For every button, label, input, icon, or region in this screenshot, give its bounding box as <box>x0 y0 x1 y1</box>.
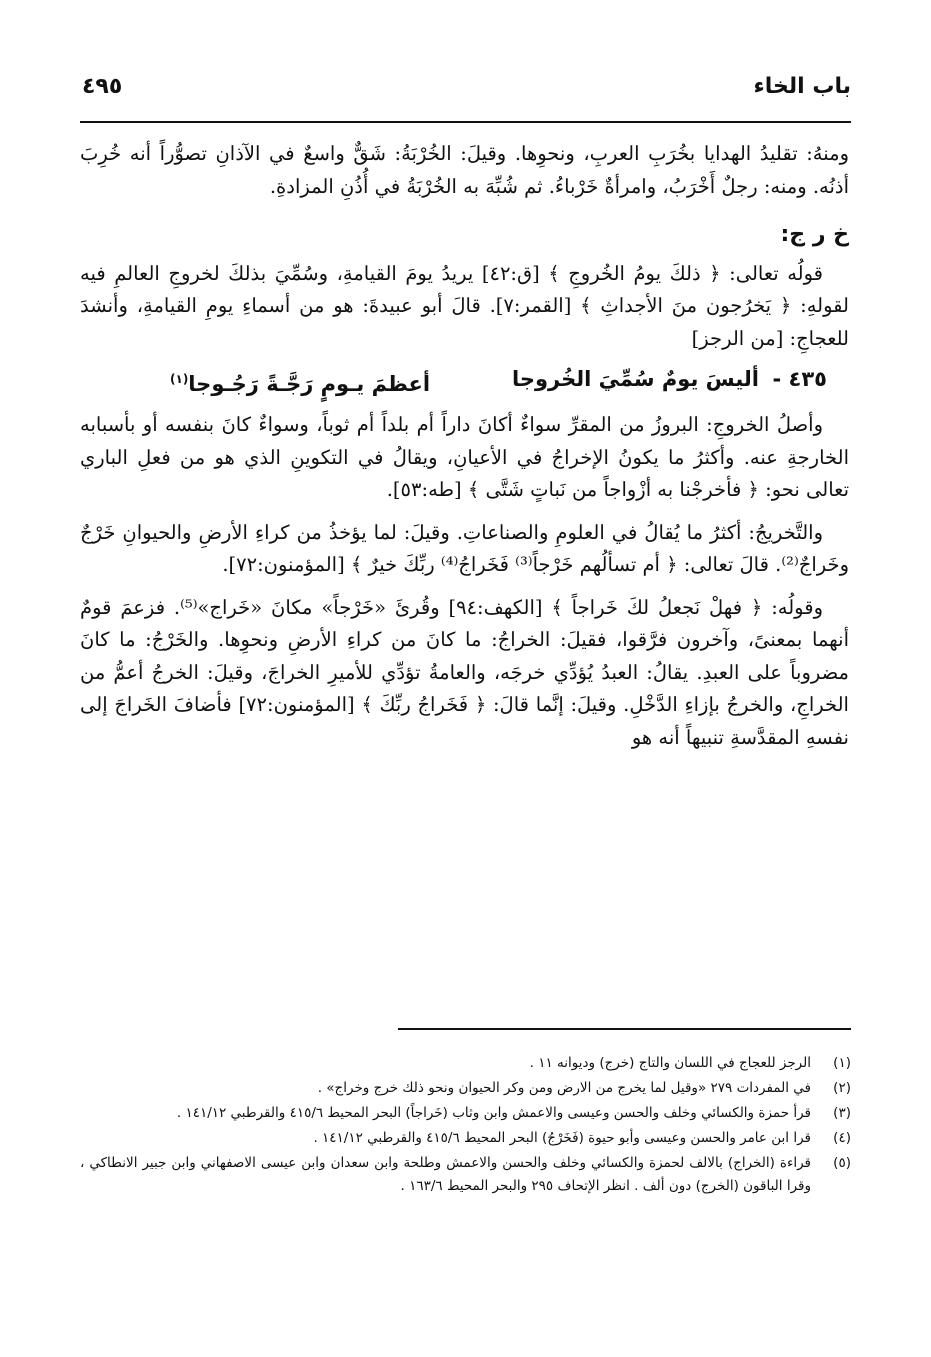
footnote-item <box>80 1152 851 1198</box>
entry-heading: خ ر ج: <box>780 222 849 247</box>
footnote-number: (٢) <box>833 1080 851 1096</box>
hemistich-2-text: أعظمَ يـومٍ رَجَّـةً رَجُـوجا <box>188 372 431 396</box>
footnote-item <box>80 1127 851 1150</box>
hemistich-1: أليسَ يومٌ سُمِّيَ الخُروجا <box>511 367 759 391</box>
paragraph-3: وأصلُ الخروجِ: البروزُ من المقرِّ سواءٌ أكانَ داراً أم بلداً أم ثوباً، وسواءٌ كانَ بنفسه أو بأسبابه الخارجةِ عنه. وأكثرُ ما يكونُ الإخراجُ في الأعيانِ، ويقالُ في التكوينِ الذي هو من فعلِ الباري تعالى نحو: ﴿ فأخرجْنا به أزْواجاً من نَباتٍ شَتَّى ﴾ [طه:٥٣]. <box>80 413 849 501</box>
footnote-item <box>80 1102 851 1125</box>
footnote-ref-1: (١) <box>170 372 189 386</box>
paragraph-2: قولُه تعالى: ﴿ ذلكَ يومُ الخُروجِ ﴾ [ق:٤٢] يريدُ يومَ القيامةِ، وسُمِّيَ بذلكَ لخروجِ العالمِ فيه لقولهِ: ﴿ يَخرُجون منَ الأجداثِ ﴾ [القمر:٧]. قالَ أبو عبيدةَ: هو من أسماءِ يومِ القيامةِ، وأنشدَ للعجاجِ: [من الرجز] <box>80 261 849 350</box>
verse-number: ٤٣٥ - <box>772 367 827 391</box>
footnote-item <box>80 1052 851 1075</box>
footnote-text: قراءة (الخراج) بالالف لحمزة والكسائي وخلف والحسن والاعمش وطلحة وابن سعدان وابن عيسى الاصفهاني وابن جبير الانطاكي ، وقرا الباقون (الخرج) دون ألف . انظر الإتحاف ٢٩٥ والبحر المحيط ١٦٣/٦ . <box>80 1155 811 1194</box>
footnote-number: (٥) <box>833 1155 851 1171</box>
main-text <box>80 138 849 754</box>
header-rule <box>80 121 851 123</box>
footnote-text: قرا ابن عامر والحسن وعيسى وأبو حيوة (فَخَرْجُ) البحر المحيط ٤١٥/٦ والقرطبي ١٤١/١٢ . <box>313 1130 811 1146</box>
footnotes <box>80 1052 851 1200</box>
footnote-rule <box>398 1028 851 1030</box>
paragraph-5: وقولُه: ﴿ فهلْ نَجعلُ لكَ خَراجاً ﴾ [الكهف:٩٤] وقُرئَ «خَرْجاً» مكانَ «خَراج»⁽⁵⁾. فزعمَ قومٌ أنهما بمعنىً، وآخرون فرَّقوا، فقيلَ: الخراجُ: ما كانَ من كراءِ الأرضِ ونحوِها. والخَرْجُ: ما كانَ مضروباً على العبدِ. يقالُ: العبدُ يُؤدِّي خرجَه، والعامةُ تؤدِّي للأميرِ الخراجَ، وقيلَ: الخرجُ أعمُّ من الخراجِ، والخرجُ بإزاءِ الدَّخْلِ. وقيلَ: إنَّما قالَ: ﴿ فَخَراجُ ربِّكَ ﴾ [المؤمنون:٧٢] فأضافَ الخَراجَ إلى نفسهِ المقدَّسةِ تنبيهاً أنه هو <box>80 595 849 749</box>
footnote-number: (٤) <box>833 1130 851 1146</box>
paragraph-4: والتَّخريجُ: أكثرُ ما يُقالُ في العلومِ والصناعاتِ. وقيلَ: لما يؤخذُ من كراءِ الأرضِ والحيوانِ خَرْجٌ وخَراجٌ⁽²⁾. قالَ تعالى: ﴿ أم تسألُهم خَرْجاً⁽³⁾ فَخَراجُ⁽⁴⁾ ربِّكَ خيرٌ ﴾ [المؤمنون:٧٢]. <box>80 520 849 576</box>
page-number: ٤٩٥ <box>82 74 123 99</box>
paragraph-1: ومنهُ: تقليدُ الهدايا بخُرَبِ العربِ، ونحوِها. وقيلَ: الخُرْبَةُ: شَقٌّ واسعٌ في الآذانِ تصوُّراً أنه خُرِبَ أذنُه. ومنه: رجلٌ أَخْرَبُ، وامرأةٌ خَرْباءُ. ثم شُبِّهَ به الخُرْبَةُ في أُذُنِ المزادةِ. <box>80 142 849 198</box>
hemistich-2 <box>170 363 430 401</box>
footnote-number: (١) <box>833 1055 851 1071</box>
footnote-text: في المفردات ٢٧٩ «وقيل لما يخرج من الارض ومن وكر الحيوان ونحو ذلك خرج وخراج» . <box>317 1080 811 1096</box>
footnote-item <box>80 1077 851 1100</box>
running-header <box>82 74 851 106</box>
footnote-number: (٣) <box>833 1105 851 1121</box>
poem-verse <box>80 361 849 401</box>
footnote-text: الرجز للعجاج في اللسان والتاج (خرج) وديوانه ١١ . <box>529 1055 811 1071</box>
footnote-text: قرأ حمزة والكسائي وخلف والحسن وعيسى والاعمش وابن وثاب (خَراجاً) البحر المحيط ٤١٥/٦ والقرطبي ١٤١/١٢ . <box>176 1105 811 1121</box>
chapter-title: باب الخاء <box>753 74 851 99</box>
